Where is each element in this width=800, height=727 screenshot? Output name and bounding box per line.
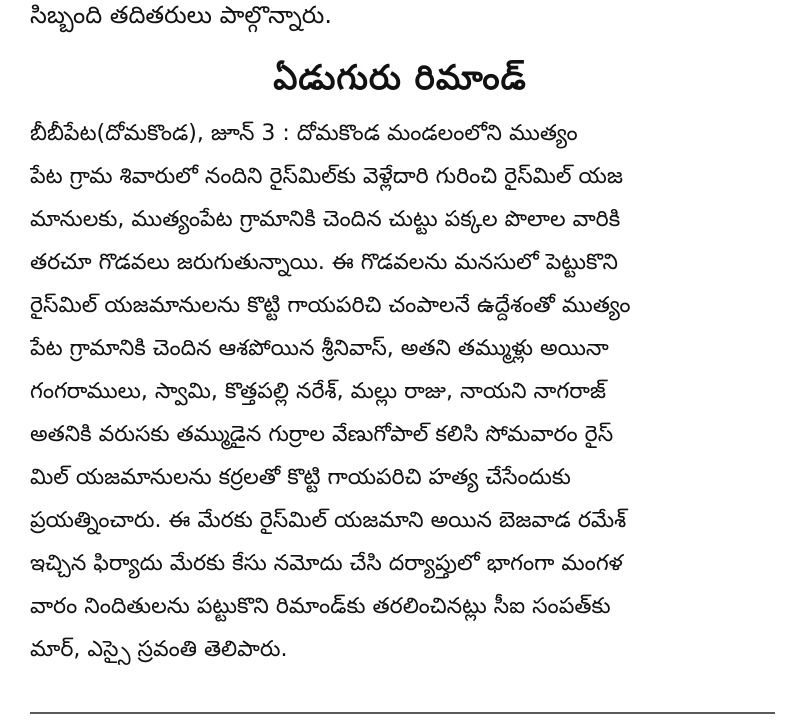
- previous-article-ending: సిబ్బంది తదితరులు పాల్గొన్నారు.: [30, 1, 332, 29]
- article-line: బీబీపేట(దోమకొండ), జూన్ 3 : దోమకొండ మండలంలోని ముత్యం: [30, 121, 578, 146]
- article-line: మానులకు, ముత్యంపేట గ్రామానికి చెందిన చుట్టు పక్కల పొలాల వారికి: [30, 207, 621, 232]
- bottom-divider: [30, 712, 775, 714]
- article-line: మిల్ యజమానులను కర్రలతో కొట్టి గాయపరిచి హత్య చేసేందుకు: [30, 465, 571, 490]
- article-line: మార్, ఎస్సై స్రవంతి తెలిపారు.: [30, 637, 288, 662]
- article-line: అతనికి వరుసకు తమ్ముడైన గుర్రాల వేణుగోపాల్ కలిసి సోమవారం రైస్: [30, 422, 614, 447]
- article-line: పేట గ్రామానికి చెందిన ఆశపోయిన శ్రీనివాస్, అతని తమ్ముళ్లు అయినా: [30, 336, 609, 361]
- article-line: పేట గ్రామ శివారులో నందిని రైస్‌మిల్‌కు వెళ్లేదారి గురించి రైస్‌మిల్ యజ: [30, 164, 623, 189]
- article-line: ప్రయత్నించారు. ఈ మేరకు రైస్‌మిల్ యజమాని అయిన బెజవాడ రమేశ్: [30, 508, 627, 533]
- article-line: వారం నిందితులను పట్టుకొని రిమాండ్‌కు తరలించినట్లు సీఐ సంపత్‌కు: [30, 594, 611, 619]
- article-headline: ఏడుగురు రిమాండ్: [273, 58, 527, 98]
- article-line: ఇచ్చిన ఫిర్యాదు మేరకు కేసు నమోదు చేసి దర్యాప్తులో భాగంగా మంగళ: [30, 551, 623, 576]
- article-body: [30, 112, 775, 671]
- article-line: తరచూ గొడవలు జరుగుతున్నాయి. ఈ గొడవలను మనసులో పెట్టుకొని: [30, 250, 618, 275]
- article-line: గంగరాములు, స్వామి, కొత్తపల్లి నరేశ్, మల్లు రాజు, నాయని నాగరాజ్: [30, 379, 606, 404]
- article-line: రైస్‌మిల్ యజమానులను కొట్టి గాయపరిచి చంపాలనే ఉద్దేశంతో ముత్యం: [30, 293, 631, 318]
